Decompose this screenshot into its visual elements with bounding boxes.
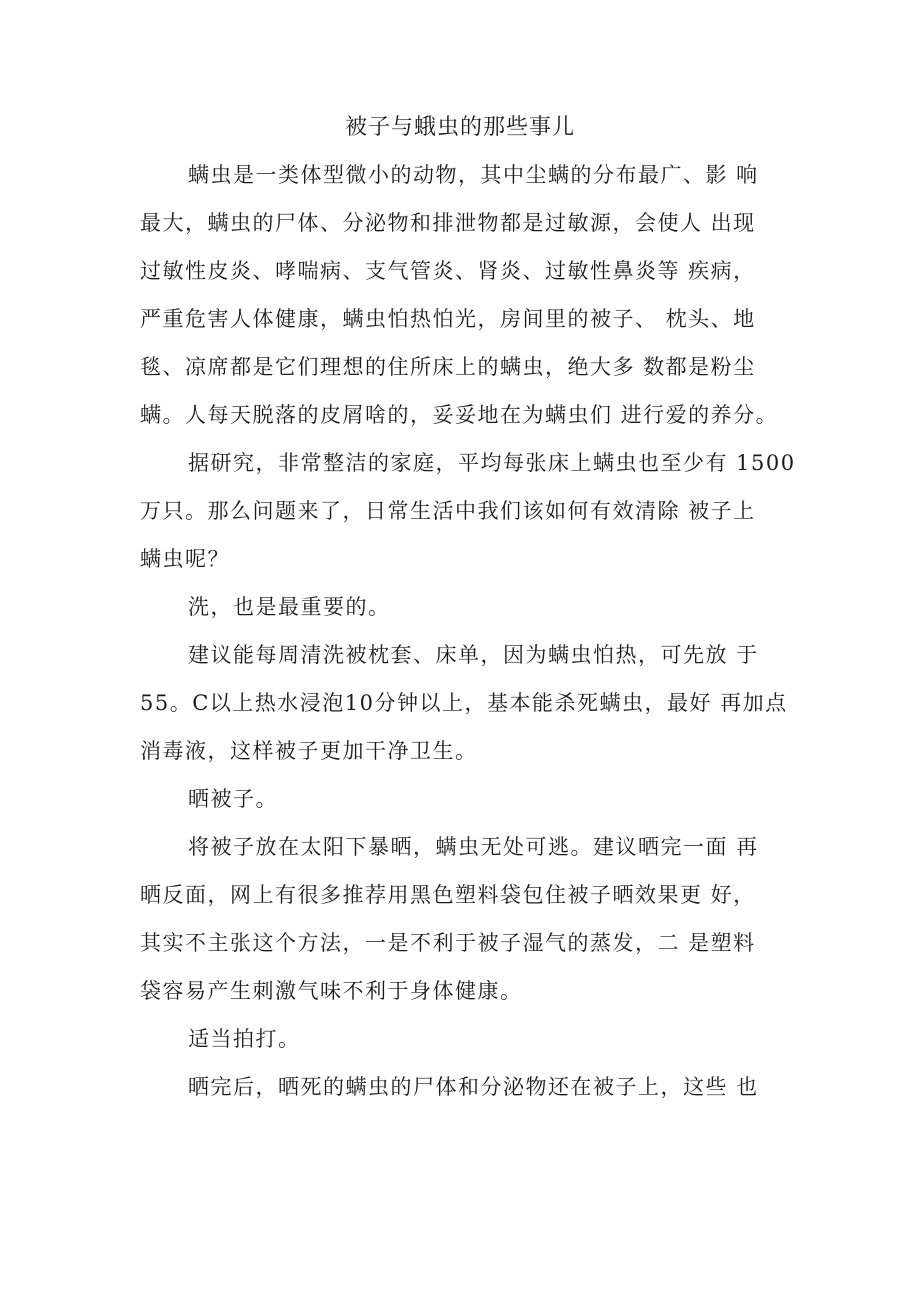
paragraph-line: 螨虫是一类体型微小的动物，其中尘螨的分布最广、影 响 <box>188 163 759 187</box>
paragraph-line: 消毒液，这样被子更加干净卫生。 <box>140 739 478 763</box>
paragraph-line: 最大，螨虫的尸体、分泌物和排泄物都是过敏源，会使人 出现 <box>140 211 756 235</box>
paragraph-line: 螨。人每天脱落的皮屑啥的，妥妥地在为螨虫们 进行爱的养分。 <box>140 403 779 427</box>
section-heading-pat: 适当拍打。 <box>188 1027 301 1051</box>
paragraph-line: 毯、凉席都是它们理想的住所床上的螨虫，绝大多 数都是粉尘 <box>140 355 756 379</box>
paragraph-line: 建议能每周清洗被枕套、床单，因为螨虫怕热，可先放 于 <box>188 643 759 667</box>
paragraph-line: 将被子放在太阳下暴晒，螨虫无处可逃。建议晒完一面 再 <box>188 835 759 859</box>
paragraph-line: 万只。那么问题来了，日常生活中我们该如何有效清除 被子上 <box>140 499 756 523</box>
document-title: 被子与蛾虫的那些事儿 <box>344 115 575 140</box>
section-heading-sun: 晒被子。 <box>188 787 278 811</box>
paragraph-line: 其实不主张这个方法，一是不利于被子湿气的蒸发，二 是塑料 <box>140 931 756 955</box>
paragraph-line: 晒完后，晒死的螨虫的尸体和分泌物还在被子上，这些 也 <box>188 1075 759 1099</box>
paragraph-line: 晒反面，网上有很多推荐用黑色塑料袋包住被子晒效果更 好， <box>140 883 756 907</box>
paragraph-line: 55。C以上热水浸泡10分钟以上，基本能杀死螨虫，最好 再加点 <box>140 691 788 715</box>
section-heading-wash: 洗，也是最重要的。 <box>188 595 391 619</box>
paragraph-line: 螨虫呢？ <box>140 547 230 571</box>
paragraph-line: 袋容易产生刺激气味不利于身体健康。 <box>140 979 523 1003</box>
paragraph-line: 过敏性皮炎、哮喘病、支气管炎、肾炎、过敏性鼻炎等 疾病， <box>140 259 756 283</box>
paragraph-line: 据研究，非常整洁的家庭，平均每张床上螨虫也至少有 1500 <box>188 451 796 475</box>
paragraph-line: 严重危害人体健康，螨虫怕热怕光，房间里的被子、 枕头、地 <box>140 307 756 331</box>
